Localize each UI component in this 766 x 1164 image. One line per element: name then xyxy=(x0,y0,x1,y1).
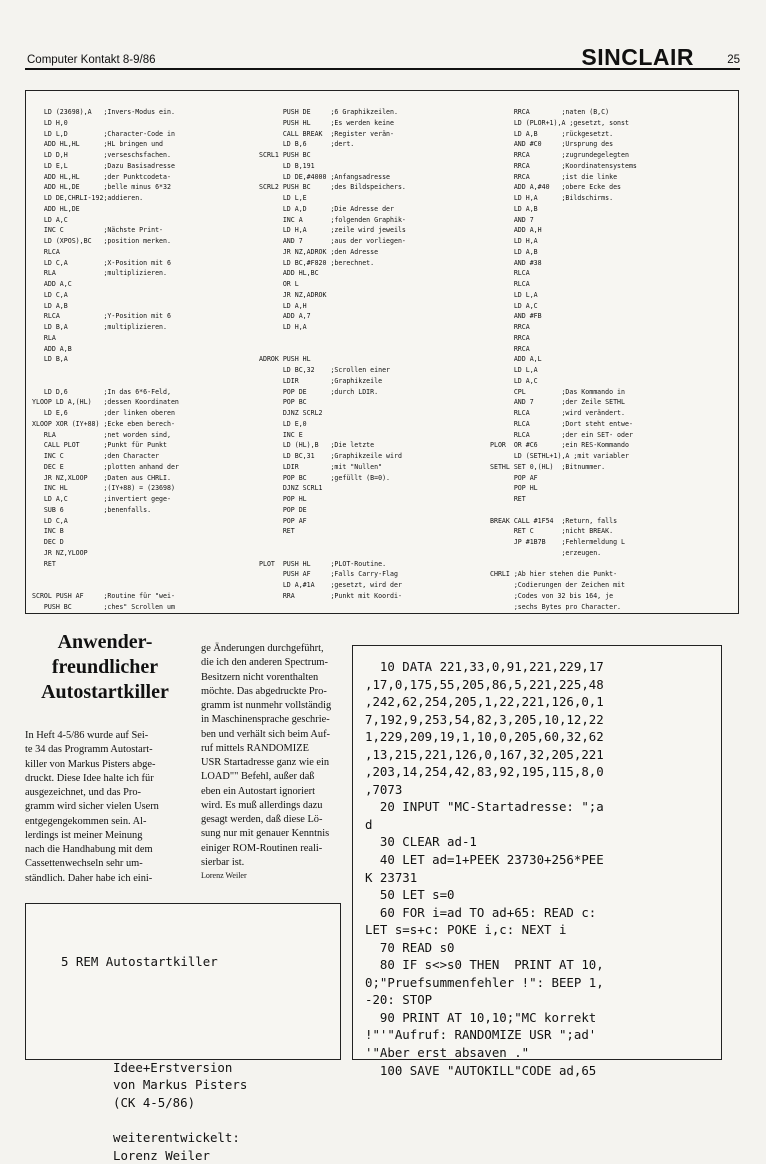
code-line: LD BC,#F820 ;berechnet. xyxy=(259,258,375,267)
code-line: SUB 6 ;benenfalls. xyxy=(32,505,152,514)
code-line: OR L xyxy=(259,280,299,288)
code-line: JR NZ,ADROK ;den Adresse xyxy=(259,247,379,256)
code-line: LD BC,31 ;Graphikzeile wird xyxy=(259,452,402,460)
code-line: LDIR ;Graphikzeile xyxy=(259,376,383,385)
basic-line: 40 LET ad=1+PEEK 23730+256*PEE xyxy=(365,852,604,868)
code-line: RET xyxy=(259,527,295,536)
basic-line: ,13,215,221,126,0,167,32,205,221 xyxy=(365,746,604,762)
text-line: ständlich. Daher habe ich eini- xyxy=(25,872,153,884)
text-line: druckt. Diese Idee halte ich für xyxy=(25,772,154,784)
rem-line: Idee+Erstversion xyxy=(113,1059,233,1075)
code-line: INC A ;folgenden Graphik- xyxy=(259,215,406,224)
text-line: te 34 das Programm Autostart- xyxy=(25,744,153,756)
code-line: ADD A,C xyxy=(32,280,72,288)
text-line: einiger ROM-Routinen reali- xyxy=(201,842,323,854)
code-line: RRCA xyxy=(490,333,530,342)
code-line: LD A,H xyxy=(259,301,307,310)
article-author: Lorenz Weiler xyxy=(201,871,247,880)
basic-line: LET s=s+c: POKE i,c: NEXT i xyxy=(365,922,567,938)
text-line: LOAD"" Befehl, außer daß xyxy=(201,771,315,783)
basic-line: 70 READ s0 xyxy=(365,939,455,955)
code-line: DJNZ SCRL1 xyxy=(259,484,323,493)
text-line: gramm wird sicher vielen Usern xyxy=(25,801,159,813)
code-line: LD D,6 ;In das 6*6-Feld, xyxy=(32,387,171,396)
code-line: INC B xyxy=(32,527,64,536)
code-line xyxy=(259,537,406,548)
basic-line: 50 LET s=0 xyxy=(365,887,455,903)
code-line: PUSH HL ;Es werden keine xyxy=(259,118,394,127)
code-line: LD (XPOS),BC ;position merken. xyxy=(32,237,171,245)
text-line: USR Startadresse ganz wie ein xyxy=(201,757,330,768)
code-line: RRCA ;ist die linke xyxy=(490,172,618,181)
code-line: ;sechs Bytes pro Character. xyxy=(490,602,622,611)
code-line xyxy=(32,569,179,580)
basic-line: 100 SAVE "AUTOKILL"CODE ad,65 xyxy=(365,1062,597,1078)
code-line: LD A,D ;Die Adresse der xyxy=(259,204,394,213)
basic-line: 10 DATA 221,33,0,91,221,229,17 xyxy=(365,659,604,674)
code-line: LD H,A ;zeile wird jeweils xyxy=(259,226,406,235)
rem-line xyxy=(61,1112,247,1130)
code-line: JR NZ,YLOOP xyxy=(32,548,88,557)
basic-line: ,242,62,254,205,1,22,221,126,0,1 xyxy=(365,694,604,710)
code-line: LD L,E xyxy=(259,194,307,202)
code-line: LD B,191 xyxy=(259,161,315,170)
code-line xyxy=(259,344,406,355)
text-line: ben und verhält sich beim Auf- xyxy=(201,728,330,740)
code-line: RLCA ;der ein SET- oder xyxy=(490,430,633,439)
code-line xyxy=(259,333,406,344)
code-line: INC E xyxy=(259,430,303,439)
code-line: RRA ;Punkt mit Koordi- xyxy=(259,591,402,600)
code-line: POP HL xyxy=(259,495,307,503)
code-line: AND #38 xyxy=(490,258,542,267)
code-line: RLCA xyxy=(490,269,530,278)
code-line: INC C ;Nächste Print- xyxy=(32,226,164,235)
code-line: DJNZ SCRL2 xyxy=(259,409,323,417)
code-line: LD (23698),A ;Invers-Modus ein. xyxy=(32,108,175,116)
basic-line: 1,229,209,19,1,10,0,205,60,32,62 xyxy=(365,729,604,745)
code-line: LD C,A ;X-Position mit 6 xyxy=(32,258,171,267)
code-line: AND #FB xyxy=(490,312,542,321)
code-line: SCRL1 PUSH BC xyxy=(259,151,311,159)
text-line: ausgezeichnet, und das Pro- xyxy=(25,787,141,798)
code-line: JR NZ,ADROK xyxy=(259,290,327,299)
code-line: LD A,C ;invertiert gege- xyxy=(32,495,171,503)
code-line: ADD A,B xyxy=(32,344,72,353)
code-line xyxy=(32,376,179,387)
code-line: INC C ;den Character xyxy=(32,452,160,460)
basic-line: ,7073 xyxy=(365,781,403,797)
code-line: LD (HL),B ;Die letzte xyxy=(259,441,375,450)
code-line: LD A,B ;rückgesetzt. xyxy=(490,129,614,138)
code-line: JP #1B7B ;Fehlermeldung L xyxy=(490,538,625,546)
basic-code xyxy=(365,658,604,1079)
code-line: RRCA ;zugrundegelegten xyxy=(490,151,629,159)
code-line: LD (PLOR+1),A ;gesetzt, sonst xyxy=(490,118,629,127)
basic-listing xyxy=(352,645,722,1078)
text-line: ruf mittels RANDOMIZE xyxy=(201,742,309,754)
code-line: RET xyxy=(490,495,526,503)
code-line: LD E,L ;Dazu Basisadresse xyxy=(32,161,175,170)
basic-line: 80 IF s<>s0 THEN PRINT AT 10, xyxy=(365,957,604,973)
rem-line: Lorenz Weiler xyxy=(113,1147,210,1163)
code-line: POP BC ;gefüllt (B=0). xyxy=(259,473,391,482)
code-line: RLCA ;Dort steht entwe- xyxy=(490,419,633,428)
code-line: RLCA ;wird verändert. xyxy=(490,409,625,417)
page-number: 25 xyxy=(727,54,740,66)
code-line: LD E,6 ;der linken oberen xyxy=(32,409,175,417)
code-line: LD BC,32 ;Scrollen einer xyxy=(259,366,391,374)
code-line: POP DE ;durch LDIR. xyxy=(259,387,379,396)
basic-line: ,17,0,175,55,205,86,5,221,225,48 xyxy=(365,676,604,692)
basic-line: -20: STOP xyxy=(365,992,433,1008)
basic-line: 0;"Pruefsummenfehler !": BEEP 1, xyxy=(365,974,604,990)
article-text-column-2 xyxy=(201,642,343,870)
code-line: ADD HL,DE ;belle minus 6*32 xyxy=(32,183,171,192)
code-line: ADD A,#40 ;obere Ecke des xyxy=(490,183,622,192)
section-title: SINCLAIR xyxy=(581,44,694,70)
code-line: LD L,A xyxy=(490,290,538,299)
code-line: LD A,C xyxy=(490,376,538,385)
code-line: RRCA ;Koordinatensystems xyxy=(490,161,637,170)
code-line: ADD A,H xyxy=(490,226,542,235)
text-line: sung nur mit genauer Kenntnis xyxy=(201,828,330,840)
listing-column-2 xyxy=(259,107,406,602)
code-line: LD C,A xyxy=(32,516,68,525)
code-line: POP BC xyxy=(259,398,307,407)
code-line: CALL PLOT ;Punkt für Punkt xyxy=(32,441,167,450)
code-line: SETHL SET 0,(HL) ;Bitnummer. xyxy=(490,462,606,471)
code-line: PLOT PUSH HL ;PLOT-Routine. xyxy=(259,559,387,568)
text-line: sierbar ist. xyxy=(201,856,245,868)
assembler-listing xyxy=(25,90,739,614)
code-line: RLA xyxy=(32,333,56,342)
code-line: RLA ;multiplizieren. xyxy=(32,269,167,278)
code-line: INC HL ;(IY+88) = (23698) xyxy=(32,484,175,493)
code-line: ;erzeugen. xyxy=(490,548,602,557)
basic-line: 30 CLEAR ad-1 xyxy=(365,834,477,850)
listing-column-1 xyxy=(32,107,179,612)
basic-line: 7,192,9,253,54,82,3,205,10,12,22 xyxy=(365,711,604,727)
code-line: RLCA xyxy=(32,247,60,256)
code-line: XLOOP XOR (IY+88) ;Ecke eben berech- xyxy=(32,419,175,428)
code-line: RRCA xyxy=(490,344,530,353)
headline-line: freundlicher xyxy=(51,656,159,678)
article-headline xyxy=(25,630,185,705)
text-line: In Heft 4-5/86 wurde auf Sei- xyxy=(25,730,149,741)
basic-line: ,203,14,254,42,83,92,195,115,8,0 xyxy=(365,764,604,780)
basic-line: '"Aber erst absaven ." xyxy=(365,1045,530,1061)
code-line: LD E,0 xyxy=(259,419,307,428)
code-line: AND 7 ;aus der vorliegen- xyxy=(259,237,406,245)
code-line: PUSH AF ;Falls Carry-Flag xyxy=(259,570,398,579)
code-line: LD H,A xyxy=(490,237,538,245)
basic-line: K 23731 xyxy=(365,869,418,885)
code-line: BREAK CALL #1F54 ;Return, falls xyxy=(490,516,618,525)
code-line: POP DE xyxy=(259,505,307,514)
code-line: ADD HL,DE xyxy=(32,204,80,213)
code-line: LD A,B xyxy=(490,247,538,256)
code-line: LD A,C xyxy=(32,215,68,224)
code-line: LD A,#1A ;gesetzt, wird der xyxy=(259,581,402,589)
code-line: LD D,H ;verseschsfachen. xyxy=(32,151,171,159)
code-line: AND 7 xyxy=(490,215,534,224)
code-line: ADD A,L xyxy=(490,355,542,364)
code-line: ;Codes von 32 bis 164, je xyxy=(490,591,614,600)
code-line: LD (SETHL+1),A ;mit variabler xyxy=(490,452,629,460)
code-line: ADD HL,BC xyxy=(259,269,319,278)
text-line: lerdings ist meiner Meinung xyxy=(25,829,143,841)
code-line: SCROL PUSH AF ;Routine für "wei- xyxy=(32,591,175,600)
code-line xyxy=(32,580,179,591)
code-line: LD C,A xyxy=(32,290,68,299)
code-line: CPL ;Das Kommando in xyxy=(490,387,625,396)
code-line: LD B,A xyxy=(32,355,68,364)
code-line: LD A,B xyxy=(32,301,68,310)
basic-line: 90 PRINT AT 10,10;"MC korrekt xyxy=(365,1009,597,1025)
code-line: JR NZ,XLOOP ;Daten aus CHRLI. xyxy=(32,473,171,482)
basic-line: !"'"Aufruf: RANDOMIZE USR ";ad' xyxy=(365,1027,597,1043)
rem-line: (CK 4-5/86) xyxy=(113,1094,196,1110)
code-line: RLA ;net worden sind, xyxy=(32,430,171,439)
rem-line: weiterentwickelt: xyxy=(113,1130,240,1146)
text-line: eben ein Autostart ignoriert xyxy=(201,785,315,797)
listing-column-3 xyxy=(490,107,637,612)
text-line: Cassettenwechseln sehr um- xyxy=(25,858,143,870)
rem-listing xyxy=(25,903,341,1163)
text-line: gesagt werden, daß diese Lö- xyxy=(201,814,323,825)
text-line: killer von Markus Pisters abge- xyxy=(25,758,156,770)
text-line: die ich den anderen Spectrum- xyxy=(201,657,328,669)
code-line: RET C ;nicht BREAK. xyxy=(490,527,614,536)
text-line: möchte. Das abgedruckte Pro- xyxy=(201,685,327,697)
code-line: LD H,A xyxy=(259,323,307,331)
code-line: RLCA ;Y-Position mit 6 xyxy=(32,312,171,321)
text-line: Besitzern nicht vorenthalten xyxy=(201,671,319,683)
code-line: LD A,B xyxy=(490,204,538,213)
code-line: SCRL2 PUSH BC ;des Bildspeichers. xyxy=(259,183,406,192)
code-line: POP AF xyxy=(490,473,538,482)
code-line: LD H,A ;Bildschirms. xyxy=(490,194,614,202)
code-line: ADD HL,HL ;der Punktcodeta- xyxy=(32,172,171,181)
code-line xyxy=(32,365,179,376)
code-line: PUSH DE ;6 Graphikzeilen. xyxy=(259,108,398,116)
code-line: POP AF xyxy=(259,516,307,525)
code-line: CHRLI ;Ab hier stehen die Punkt- xyxy=(490,570,618,579)
rem-code xyxy=(61,918,247,1164)
basic-line: 20 INPUT "MC-Startadresse: ";a xyxy=(365,799,604,815)
headline-line: Anwender- xyxy=(57,631,153,653)
article-text-column-1 xyxy=(25,729,185,886)
code-line: AND #C0 ;Ursprung des xyxy=(490,140,614,149)
code-line: POP HL xyxy=(490,484,538,493)
code-line: DEC D xyxy=(32,538,64,546)
code-line: RET xyxy=(32,559,56,568)
rem-title: 5 REM Autostartkiller xyxy=(61,954,218,970)
text-line: nach die Handhabung mit dem xyxy=(25,844,153,855)
code-line: LD DE,#4000 ;Anfangsadresse xyxy=(259,172,391,181)
code-line: LD L,A xyxy=(490,366,538,374)
code-line: AND 7 ;der Zeile SETHL xyxy=(490,398,625,407)
basic-line: 60 FOR i=ad TO ad+65: READ c: xyxy=(365,904,597,920)
code-line: LD DE,CHRLI-192;addieren. xyxy=(32,194,144,202)
text-line: ge Änderungen durchgeführt, xyxy=(201,643,324,654)
code-line: RRCA xyxy=(490,323,530,331)
code-line: LDIR ;mit "Nullen" xyxy=(259,462,383,471)
code-line: YLOOP LD A,(HL) ;dessen Koordinaten xyxy=(32,398,179,407)
code-line: RRCA ;naten (B,C) xyxy=(490,108,610,116)
code-line: ADD HL,HL ;HL bringen und xyxy=(32,140,164,149)
code-line xyxy=(490,505,637,516)
code-line: DEC E ;plotten anhand der xyxy=(32,462,179,471)
code-line: LD H,0 xyxy=(32,118,68,127)
basic-line: d xyxy=(365,816,373,832)
code-line: ADROK PUSH HL xyxy=(259,355,311,364)
code-line xyxy=(259,548,406,559)
code-line: LD A,C xyxy=(490,301,538,310)
code-line: CALL BREAK ;Register verän- xyxy=(259,129,394,138)
text-line: wird. Es muß allerdings dazu xyxy=(201,799,323,811)
text-line: in Maschinensprache geschrie- xyxy=(201,714,330,726)
code-line: PUSH BC ;ches" Scrollen um xyxy=(32,602,175,611)
code-line: ;Codierungen der Zeichen mit xyxy=(490,581,625,589)
code-line: LD L,D ;Character-Code in xyxy=(32,129,175,138)
code-line: PLOR OR #C6 ;ein RES-Kommando xyxy=(490,441,629,450)
page-header xyxy=(25,44,740,70)
issue-label: Computer Kontakt 8-9/86 xyxy=(27,54,156,66)
rem-line: von Markus Pisters xyxy=(113,1077,248,1093)
text-line: gramm ist nunmehr vollständig xyxy=(201,700,332,711)
code-line: RLCA xyxy=(490,280,530,288)
code-line: ADD A,7 xyxy=(259,312,311,321)
text-line: entgegengekommen sein. Al- xyxy=(25,815,147,827)
headline-line: Autostartkiller xyxy=(41,681,169,703)
code-line: LD B,6 ;dert. xyxy=(259,140,355,149)
code-line xyxy=(490,559,637,570)
code-line: LD B,A ;multiplizieren. xyxy=(32,323,167,331)
